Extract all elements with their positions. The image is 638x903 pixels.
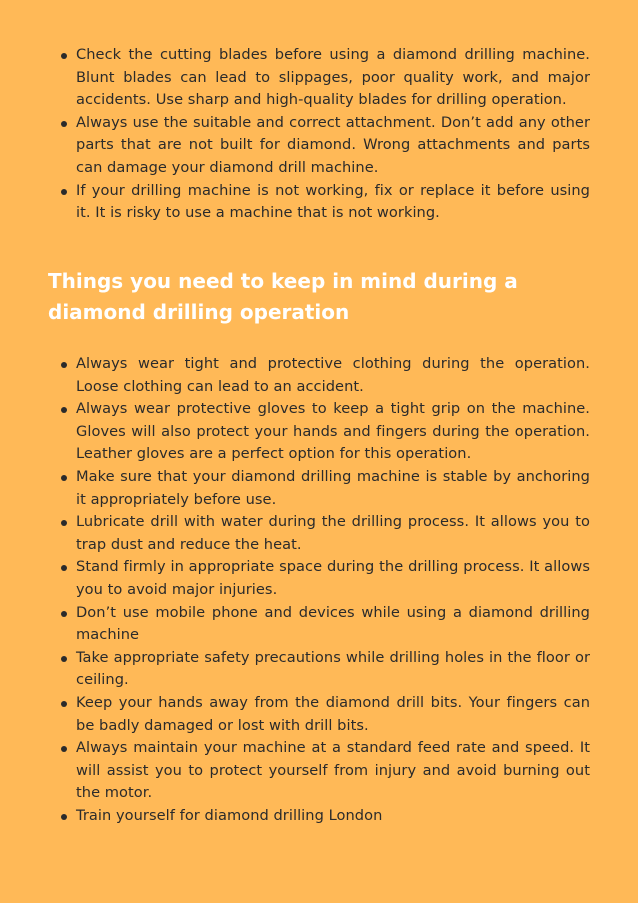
list-item: If your drilling machine is not working, fix or replace it before using it. It is risky to use a machine that is not working. <box>48 180 590 225</box>
list-item: Lubricate drill with water during the drilling process. It allows you to trap dust and reduce the heat. <box>48 511 590 556</box>
list-item: Always maintain your machine at a standard feed rate and speed. It will assist you to protect yourself from injury and avoid burning out the motor. <box>48 737 590 805</box>
list-item: Stand firmly in appropriate space during the drilling process. It allows you to avoid major injuries. <box>48 556 590 601</box>
pre-operation-checklist <box>48 44 590 225</box>
list-item: Check the cutting blades before using a diamond drilling machine. Blunt blades can lead to slippages, poor quality work, and major accidents. Use sharp and high-quality blades for drilling operation. <box>48 44 590 112</box>
list-item: Don’t use mobile phone and devices while using a diamond drilling machine <box>48 602 590 647</box>
operation-safety-list <box>48 353 590 827</box>
list-item: Keep your hands away from the diamond drill bits. Your fingers can be badly damaged or lost with drill bits. <box>48 692 590 737</box>
list-item: Always use the suitable and correct attachment. Don’t add any other parts that are not built for diamond. Wrong attachments and parts can damage your diamond drill machine. <box>48 112 590 180</box>
list-item: Always wear tight and protective clothing during the operation. Loose clothing can lead to an accident. <box>48 353 590 398</box>
section-heading: Things you need to keep in mind during a diamond drilling operation <box>48 269 518 324</box>
list-item: Take appropriate safety precautions while drilling holes in the floor or ceiling. <box>48 647 590 692</box>
list-item: Always wear protective gloves to keep a tight grip on the machine. Gloves will also protect your hands and fingers during the operation. Leather gloves are a perfect option for this operation. <box>48 398 590 466</box>
list-item: Make sure that your diamond drilling machine is stable by anchoring it appropriately before use. <box>48 466 590 511</box>
list-item: Train yourself for diamond drilling London <box>48 805 590 828</box>
